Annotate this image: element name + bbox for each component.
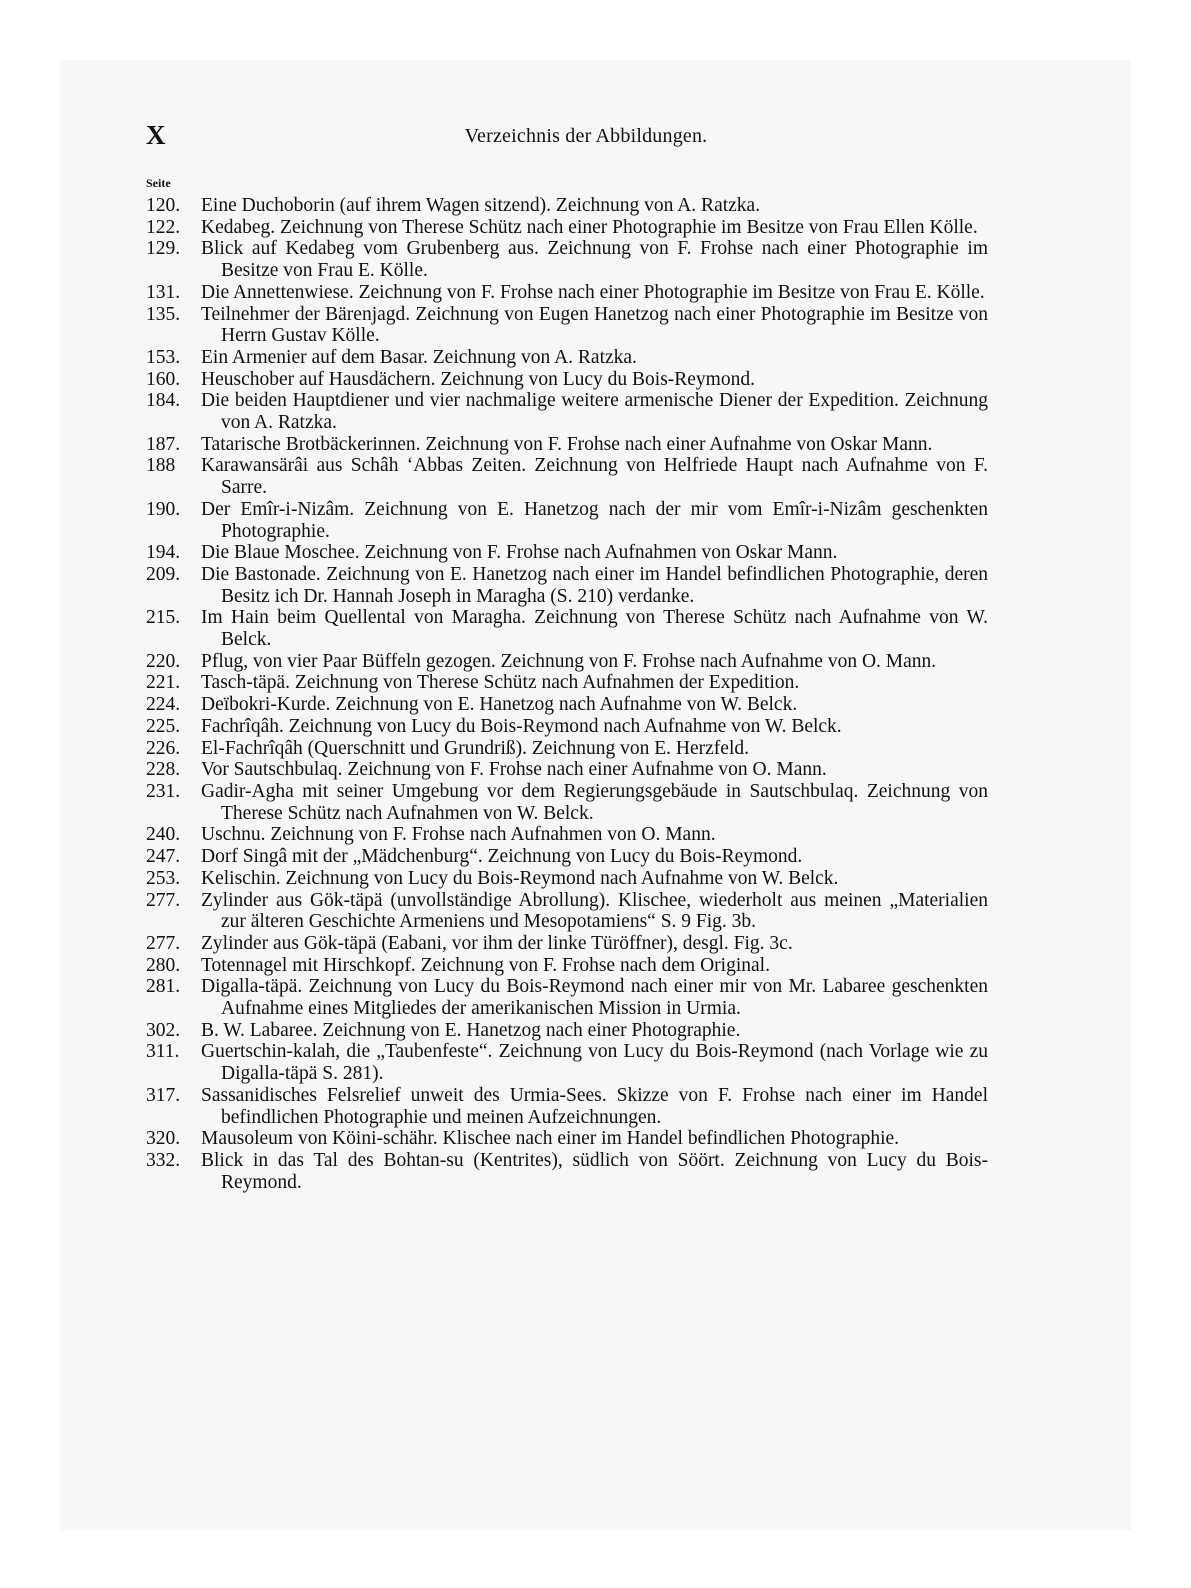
column-label: Seite	[146, 176, 171, 190]
entry-page-number: 122.	[146, 216, 181, 238]
entry-caption: Der Emîr-i-Nizâm. Zeichnung von E. Hanetzog nach der mir vom Emîr-i-Nizâm geschenkten Photographie.	[201, 498, 988, 542]
entry-page-number: 320.	[146, 1128, 181, 1150]
entry-caption: Dorf Singâ mit der „Mädchenburg“. Zeichnung von Lucy du Bois-Reymond.	[201, 846, 803, 868]
entry-caption: Tasch-täpä. Zeichnung von Therese Schütz nach Aufnahmen der Expedition.	[201, 672, 800, 694]
list-item	[146, 1150, 988, 1193]
running-title: Verzeichnis der Abbildungen.	[464, 125, 708, 147]
list-item	[146, 499, 988, 542]
entry-page-number: 221.	[146, 672, 181, 694]
list-item	[146, 976, 988, 1019]
list-item	[146, 694, 988, 716]
entry-caption: Kelischin. Zeichnung von Lucy du Bois-Reymond nach Aufnahme von W. Belck.	[201, 867, 839, 889]
list-item	[146, 868, 988, 890]
list-item	[146, 738, 988, 760]
list-item	[146, 238, 988, 281]
entry-caption: Pflug, von vier Paar Büffeln gezogen. Zeichnung von F. Frohse nach Aufnahme von O. Mann.	[201, 650, 937, 672]
entry-page-number: 135.	[146, 303, 181, 325]
entry-caption: Im Hain beim Quellental von Maragha. Zeichnung von Therese Schütz nach Aufnahme von W. Belck.	[201, 607, 988, 651]
list-item	[146, 195, 988, 217]
entry-caption: Eine Duchoborin (auf ihrem Wagen sitzend). Zeichnung von A. Ratzka.	[201, 195, 761, 216]
entry-caption: Zylinder aus Gök-täpä (unvollständige Abrollung). Klischee, wiederholt aus meinen „Materialien zur älteren Geschichte Armeniens und Mesopotamiens“ S. 9 Fig. 3b.	[201, 889, 988, 933]
entry-page-number: 332.	[146, 1149, 181, 1171]
list-item	[146, 390, 988, 433]
list-item	[146, 217, 988, 239]
entry-caption: Sassanidisches Felsrelief unweit des Urmia-Sees. Skizze von F. Frohse nach einer im Handel befindlichen Photographie und meinen Aufzeichnungen.	[201, 1084, 988, 1128]
entry-page-number: 215.	[146, 607, 181, 629]
entry-caption: Teilnehmer der Bärenjagd. Zeichnung von Eugen Hanetzog nach einer Photographie im Besitze von Herrn Gustav Kölle.	[201, 303, 988, 347]
entry-page-number: 160.	[146, 368, 181, 390]
entry-caption: B. W. Labaree. Zeichnung von E. Hanetzog nach einer Photographie.	[201, 1019, 741, 1041]
entry-page-number: 224.	[146, 694, 181, 716]
list-item	[146, 564, 988, 607]
entry-page-number: 184.	[146, 390, 181, 412]
page-header	[146, 120, 1026, 160]
list-item	[146, 347, 988, 369]
entry-caption: Kedabeg. Zeichnung von Therese Schütz nach einer Photographie im Besitze von Frau Ellen Kölle.	[201, 216, 978, 238]
list-item	[146, 672, 988, 694]
list-item	[146, 1041, 988, 1084]
entry-page-number: 302.	[146, 1019, 181, 1041]
entry-caption: Mausoleum von Köini-schähr. Klischee nach einer im Handel befindlichen Photographie.	[201, 1128, 900, 1150]
list-item	[146, 1085, 988, 1128]
entry-page-number: 194.	[146, 542, 181, 564]
list-item	[146, 369, 988, 391]
entry-caption: Die beiden Hauptdiener und vier nachmalige weitere armenische Diener der Expedition. Zeichnung von A. Ratzka.	[201, 390, 988, 434]
list-item	[146, 933, 988, 955]
list-item	[146, 890, 988, 933]
entry-page-number: 240.	[146, 824, 181, 846]
entry-caption: Blick auf Kedabeg vom Grubenberg aus. Zeichnung von F. Frohse nach einer Photographie im Besitze von Frau E. Kölle.	[201, 238, 988, 282]
entry-caption: El-Fachrîqâh (Querschnitt und Grundriß). Zeichnung von E. Herzfeld.	[201, 737, 749, 759]
list-item	[146, 716, 988, 738]
entry-page-number: 311.	[146, 1041, 180, 1063]
entry-caption: Karawansärâi aus Schâh ʻAbbas Zeiten. Zeichnung von Helfriede Haupt nach Aufnahme von F. Sarre.	[201, 455, 988, 499]
list-item	[146, 282, 988, 304]
entry-page-number: 190.	[146, 498, 181, 520]
entry-caption: Gadir-Agha mit seiner Umgebung vor dem Regierungsgebäude in Sautschbulaq. Zeichnung von Therese Schütz nach Aufnahmen von W. Belck.	[201, 780, 988, 824]
entry-caption: Heuschober auf Hausdächern. Zeichnung von Lucy du Bois-Reymond.	[201, 368, 755, 390]
figure-list	[146, 195, 988, 1193]
entry-page-number: 281.	[146, 976, 181, 998]
entry-caption: Digalla-täpä. Zeichnung von Lucy du Bois-Reymond nach einer mir von Mr. Labaree geschenkten Aufnahme eines Mitgliedes der amerikanischen Mission in Urmia.	[201, 976, 988, 1020]
entry-page-number: 209.	[146, 563, 181, 585]
list-item	[146, 607, 988, 650]
entry-page-number: 277.	[146, 932, 181, 954]
entry-page-number: 131.	[146, 281, 181, 303]
entry-caption: Guertschin-kalah, die „Taubenfeste“. Zeichnung von Lucy du Bois-Reymond (nach Vorlage wie zu Digalla-täpä S. 281).	[201, 1041, 988, 1085]
list-item	[146, 455, 988, 498]
entry-page-number: 226.	[146, 737, 181, 759]
entry-page-number: 187.	[146, 433, 181, 455]
list-item	[146, 781, 988, 824]
entry-page-number: 153.	[146, 346, 181, 368]
entry-caption: Deïbokri-Kurde. Zeichnung von E. Hanetzog nach Aufnahme von W. Belck.	[201, 694, 798, 716]
list-item	[146, 1128, 988, 1150]
entry-caption: Uschnu. Zeichnung von F. Frohse nach Aufnahmen von O. Mann.	[201, 824, 716, 846]
entry-page-number: 188	[146, 455, 176, 477]
entry-page-number: 277.	[146, 889, 181, 911]
entry-page-number: 253.	[146, 867, 181, 889]
entry-page-number: 280.	[146, 954, 181, 976]
entry-caption: Vor Sautschbulaq. Zeichnung von F. Frohse nach einer Aufnahme von O. Mann.	[201, 759, 827, 781]
list-item	[146, 759, 988, 781]
entry-page-number: 231.	[146, 780, 181, 802]
entry-caption: Die Annettenwiese. Zeichnung von F. Frohse nach einer Photographie im Besitze von Frau E. Kölle.	[201, 281, 985, 303]
list-item	[146, 542, 988, 564]
list-item	[146, 1020, 988, 1042]
entry-page-number: 317.	[146, 1084, 181, 1106]
list-item	[146, 651, 988, 673]
entry-page-number: 247.	[146, 846, 181, 868]
list-item	[146, 846, 988, 868]
list-item	[146, 824, 988, 846]
entry-caption: Tatarische Brotbäckerinnen. Zeichnung von F. Frohse nach einer Aufnahme von Oskar Mann.	[201, 433, 933, 455]
list-item	[146, 304, 988, 347]
entry-caption: Blick in das Tal des Bohtan-su (Kentrites), südlich von Söört. Zeichnung von Lucy du Bois-Reymond.	[201, 1149, 988, 1193]
entry-page-number: 120.	[146, 195, 181, 216]
entry-caption: Zylinder aus Gök-täpä (Eabani, vor ihm der linke Türöffner), desgl. Fig. 3c.	[201, 932, 793, 954]
entry-page-number: 220.	[146, 650, 181, 672]
entry-caption: Die Blaue Moschee. Zeichnung von F. Frohse nach Aufnahmen von Oskar Mann.	[201, 542, 838, 564]
entry-caption: Die Bastonade. Zeichnung von E. Hanetzog nach einer im Handel befindlichen Photographie, deren Besitz ich Dr. Hannah Joseph in Maragha (S. 210) verdanke.	[201, 563, 988, 607]
entry-caption: Totennagel mit Hirschkopf. Zeichnung von F. Frohse nach dem Original.	[201, 954, 770, 976]
entry-page-number: 225.	[146, 715, 181, 737]
entry-page-number: 129.	[146, 238, 181, 260]
page-number: X	[146, 120, 167, 150]
entry-caption: Fachrîqâh. Zeichnung von Lucy du Bois-Reymond nach Aufnahme von W. Belck.	[201, 715, 842, 737]
entry-caption: Ein Armenier auf dem Basar. Zeichnung von A. Ratzka.	[201, 346, 637, 368]
list-item	[146, 434, 988, 456]
entry-page-number: 228.	[146, 759, 181, 781]
list-item	[146, 955, 988, 977]
